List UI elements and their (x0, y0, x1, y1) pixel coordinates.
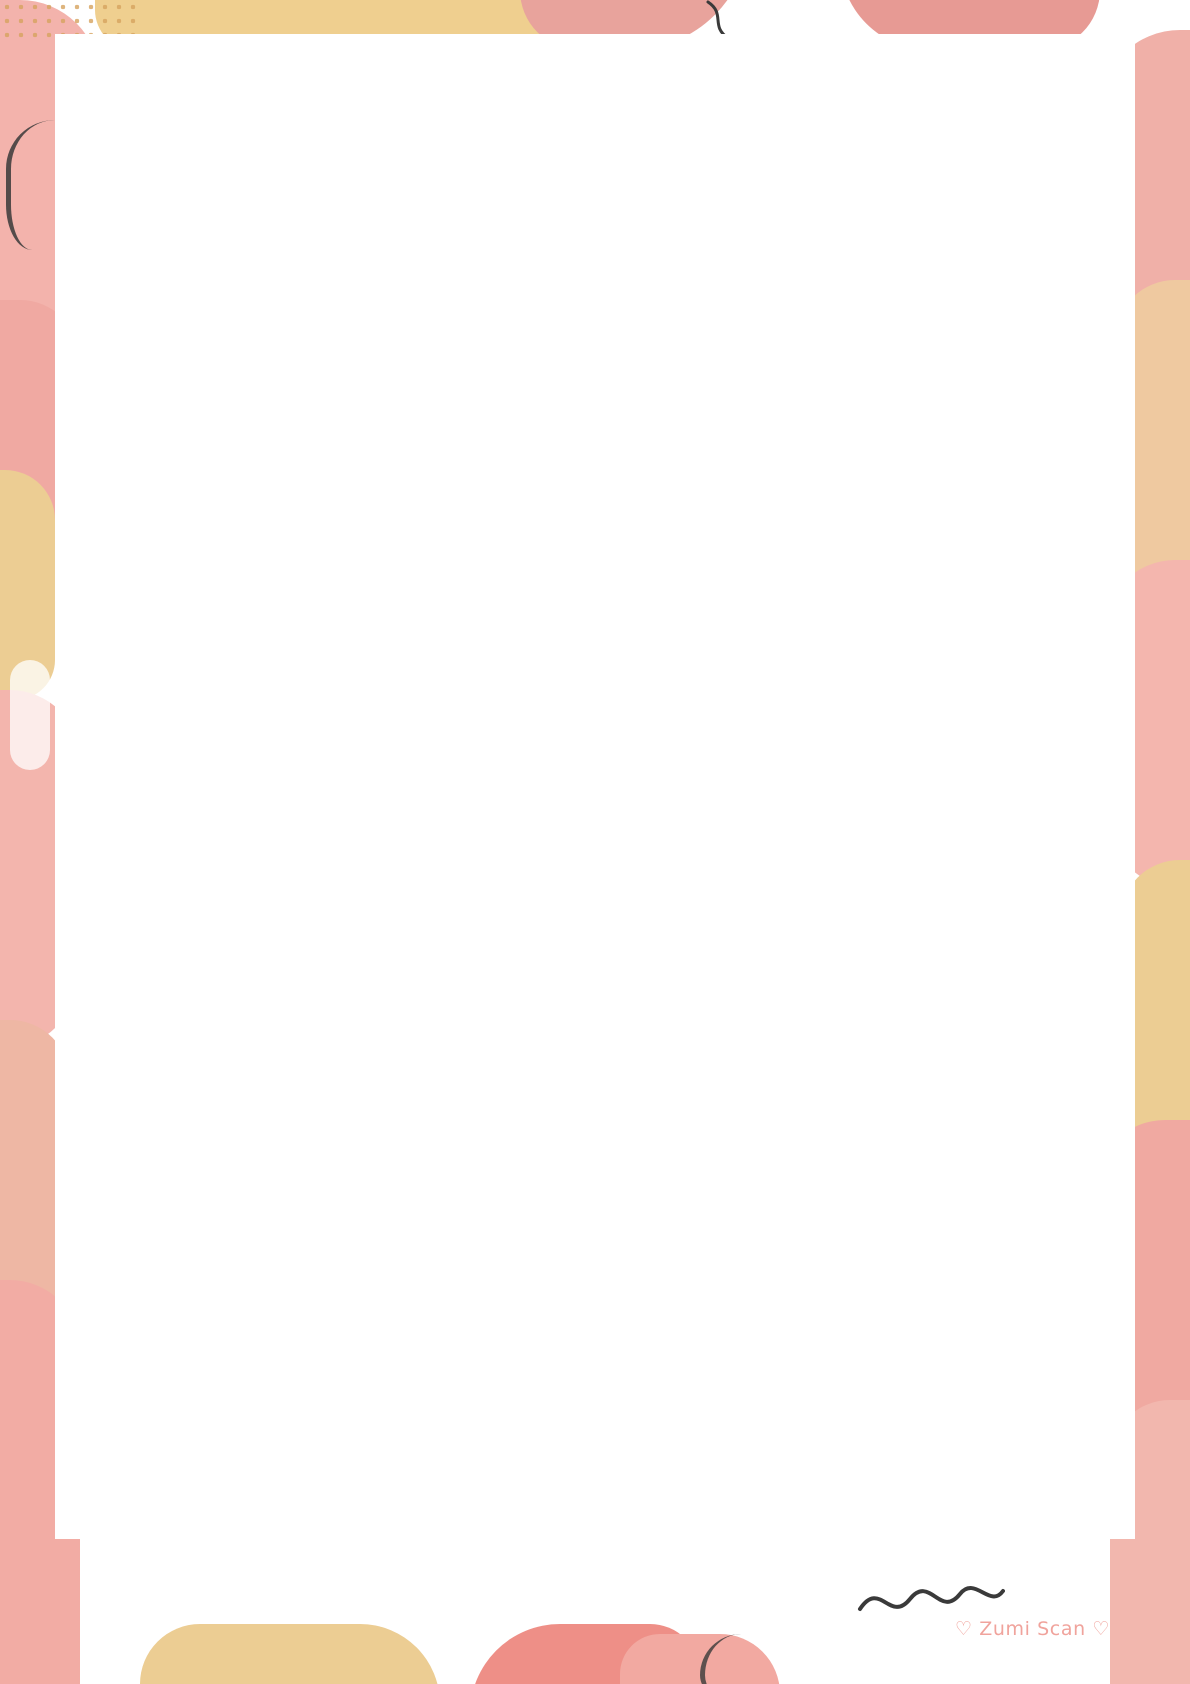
decor-shape-left-white-1 (10, 660, 50, 770)
decor-shape-bottom-pink-1 (470, 1624, 700, 1684)
decor-shape-bottom-tan (140, 1624, 440, 1684)
scan-credit: ♡ Zumi Scan ♡ (954, 1618, 1110, 1640)
decor-shape-bottom-pink-2 (620, 1634, 780, 1684)
decor-shape-left-3 (0, 470, 55, 700)
paper-background (55, 34, 1135, 1539)
decor-curve-bottom (700, 1634, 795, 1684)
